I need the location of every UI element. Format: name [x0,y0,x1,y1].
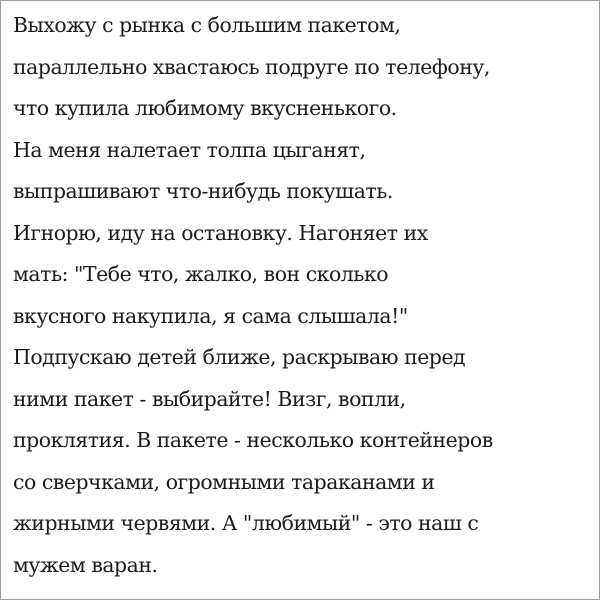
story-line: вкусного накупила, я сама слышала!" [13,303,408,328]
story-line: выпрашивают что-нибудь покушать. [13,179,393,203]
story-line: Выхожу с рынка с большим пакетом, [13,13,401,37]
story-line: Игнорю, иду на остановку. Нагоняет их [13,220,428,245]
story-line: ними пакет - выбирайте! Визг, вопли, [13,386,406,411]
story-line: что купила любимому вкусненького. [13,96,397,120]
story-line: мужем варан. [13,552,158,577]
story-text [13,5,493,586]
story-line: жирными червями. А "любимый" - это наш с [13,511,479,535]
story-line: со сверчками, огромными тараканами и [13,469,435,494]
story-line: На меня налетает толпа цыганят, [13,137,366,162]
story-line: Подпускаю детей ближе, раскрываю перед [13,345,466,369]
story-line: проклятия. В пакете - несколько контейнеров [13,428,493,452]
story-line: параллельно хвастаюсь подруге по телефону, [13,54,490,79]
story-line: мать: "Тебе что, жалко, вон сколько [13,262,389,286]
